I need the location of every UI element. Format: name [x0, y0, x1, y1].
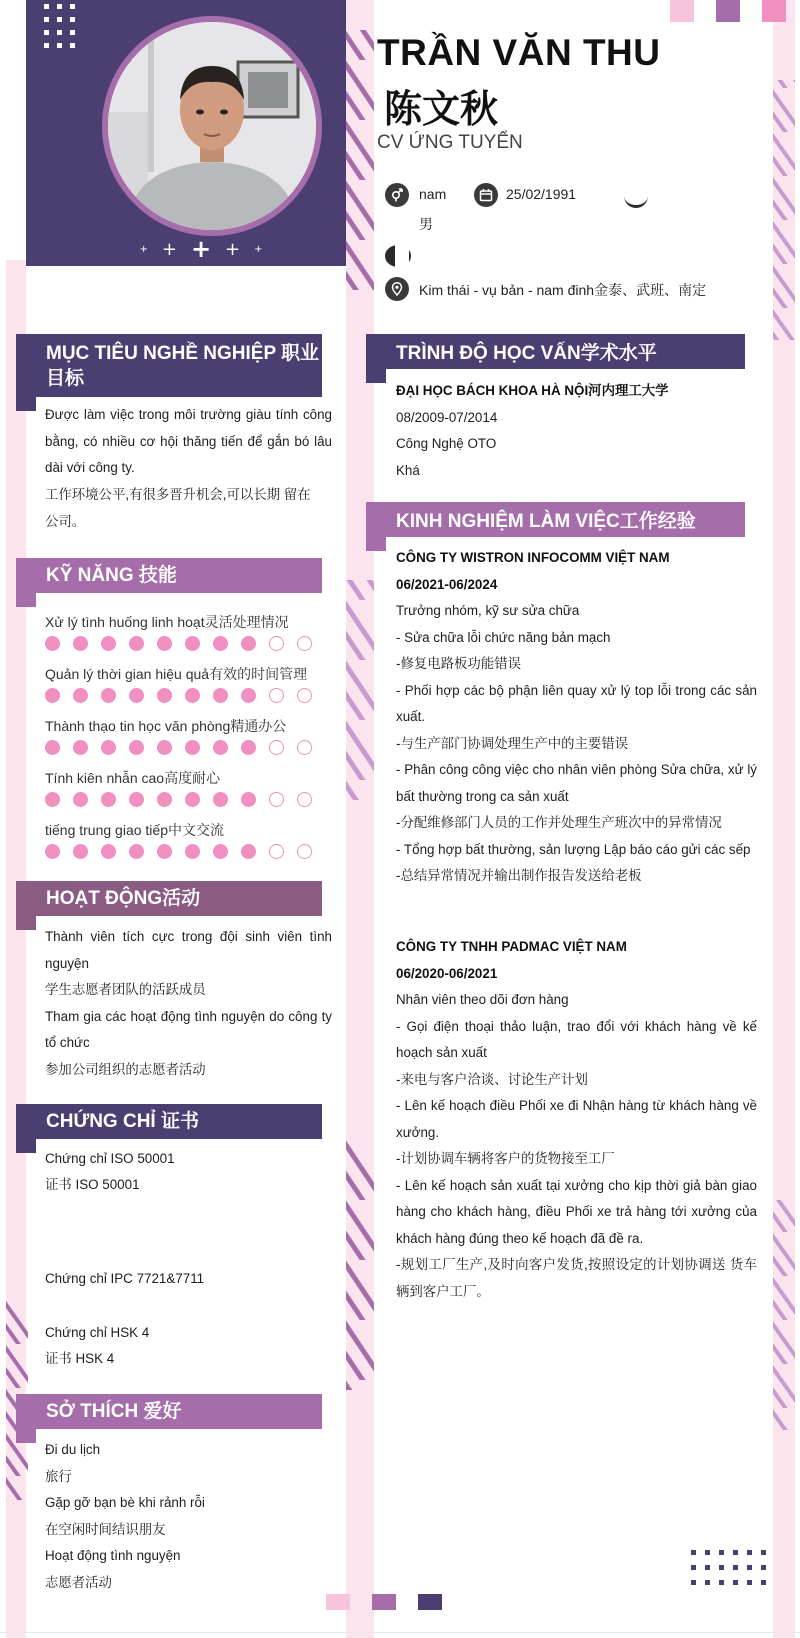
skill-dot-filled — [157, 792, 172, 807]
hobby-line: 旅行 — [45, 1468, 72, 1484]
objective-cn-line2: 公司。 — [45, 513, 86, 529]
skill-dot-empty — [297, 792, 312, 807]
skill-level-dots — [45, 844, 312, 859]
skill-dot-filled — [185, 740, 200, 755]
job-padmac — [396, 934, 757, 1305]
center-striped-divider — [346, 0, 374, 1638]
top-square-pink — [670, 0, 694, 22]
skill-dot-filled — [241, 740, 256, 755]
skill-dot-filled — [213, 740, 228, 755]
skill-dot-filled — [241, 792, 256, 807]
bottom-square-dark — [418, 1594, 442, 1610]
skill-level-dots — [45, 740, 312, 755]
skill-dot-empty — [269, 636, 284, 651]
job-period: 06/2021-06/2024 — [396, 576, 498, 592]
gender-value-cn: 男 — [419, 216, 433, 232]
job-duty: - Phối hợp các bộ phận liên quay xử lý top lỗi trong các sản xuất. — [396, 682, 757, 724]
skill-dot-filled — [213, 792, 228, 807]
avatar — [108, 22, 316, 230]
hobbies-heading — [16, 1394, 322, 1429]
job-period: 06/2020-06/2021 — [396, 965, 498, 981]
education-block — [396, 378, 757, 484]
avatar-ring — [102, 16, 322, 236]
skill-dot-filled — [129, 740, 144, 755]
job-company: CÔNG TY TNHH PADMAC VIỆT NAM — [396, 939, 627, 954]
decorative-plus-row: + + + + + — [139, 235, 263, 263]
job-duty: -来电与客户洽谈、讨论生产计划 — [396, 1071, 588, 1087]
skill-dot-filled — [45, 792, 60, 807]
job-role: Trưởng nhóm, kỹ sư sửa chữa — [396, 603, 580, 618]
job-duty: -分配维修部门人员的工作并处理生产班次中的异常情况 — [396, 815, 722, 830]
certificate-hsk-vi: Chứng chỉ HSK 4 — [45, 1325, 150, 1340]
objective-cn-line1: 工作环境公平,有很多晋升机会,可以长期 留在 — [45, 487, 311, 502]
skill-dot-filled — [73, 844, 88, 859]
skill-dot-filled — [129, 792, 144, 807]
certificate-iso-cn: 证书 ISO 50001 — [45, 1177, 140, 1192]
education-major: Công Nghệ OTO — [396, 436, 497, 451]
job-duty: -修复电路板功能错误 — [396, 656, 521, 671]
job-duty: - Tổng hợp bất thường, sản lượng Lập báo cáo gửi các sếp — [396, 841, 751, 857]
activity-line: Tham gia các hoạt động tình nguyện do công ty tổ chức — [45, 1008, 332, 1050]
skill-dot-filled — [185, 844, 200, 859]
skill-dot-filled — [241, 844, 256, 859]
skill-dot-filled — [45, 844, 60, 859]
skill-dot-filled — [157, 688, 172, 703]
job-duty: - Phân công công việc cho nhân viên phòng Sửa chữa, xử lý bất thường trong ca sản xuất — [396, 762, 757, 804]
skill-dot-filled — [45, 688, 60, 703]
certificate-ipc: Chứng chỉ IPC 7721&7711 — [45, 1271, 205, 1286]
skill-dot-filled — [45, 740, 60, 755]
skill-dot-empty — [269, 844, 284, 859]
decorative-dot-grid-bottom — [691, 1550, 766, 1585]
location-pin-icon — [385, 277, 409, 301]
activity-line: 参加公司组织的志愿者活动 — [45, 1061, 206, 1077]
hobby-line: 志愿者活动 — [45, 1574, 112, 1590]
activities-title: HOẠT ĐỘNG活动 — [46, 888, 201, 909]
objective-title-line1: MỤC TIÊU NGHỀ NGHIỆP 职业 — [46, 342, 320, 364]
skill-dot-filled — [185, 792, 200, 807]
bottom-square-purple — [372, 1594, 396, 1610]
experience-title: KINH NGHIỆM LÀM VIỆC工作经验 — [396, 511, 696, 532]
skills-title: KỸ NĂNG 技能 — [46, 565, 177, 586]
skill-dot-filled — [157, 844, 172, 859]
skill-dot-filled — [157, 636, 172, 651]
job-duty: - Sửa chữa lỗi chức năng bản mạch — [396, 629, 611, 645]
job-duty: - Lên kế hoạch sản xuất tại xưởng cho kịp thời giả bàn giao hàng cho khách hàng, điều Phối xe trả hàng tới xưởng của khách hàng đúng theo kế hoạch đã đề ra. — [396, 1177, 757, 1246]
education-heading — [366, 334, 745, 369]
job-company: CÔNG TY WISTRON INFOCOMM VIỆT NAM — [396, 550, 670, 565]
hobby-line: Đi du lịch — [45, 1442, 101, 1457]
skill-level-dots — [45, 792, 312, 807]
objective-heading — [16, 334, 322, 397]
job-wistron — [396, 545, 757, 890]
skill-dot-filled — [101, 688, 116, 703]
education-title: TRÌNH ĐỘ HỌC VẤN学术水平 — [396, 343, 657, 364]
skill-dot-filled — [101, 636, 116, 651]
skill-dot-filled — [73, 792, 88, 807]
job-duty: -总结异常情况并输出制作报告发送给老板 — [396, 868, 642, 883]
left-bottom-stripes — [6, 1300, 28, 1638]
redacted-icon-fragment — [624, 196, 648, 208]
skill-label: Quản lý thời gian hiệu quả有效的时间管理 — [45, 666, 308, 682]
skill-dot-filled — [101, 792, 116, 807]
skill-dot-filled — [73, 688, 88, 703]
skill-dot-filled — [185, 636, 200, 651]
hobby-line: Gặp gỡ bạn bè khi rảnh rỗi — [45, 1495, 205, 1510]
cv-subtitle: CV ỨNG TUYỂN — [377, 132, 523, 153]
job-role: Nhân viên theo dõi đơn hàng — [396, 992, 569, 1007]
decorative-dot-grid — [44, 4, 76, 58]
objective-text-cn — [45, 482, 332, 535]
skill-dot-filled — [157, 740, 172, 755]
skill-dot-filled — [101, 740, 116, 755]
skill-dot-filled — [241, 688, 256, 703]
certificates-title: CHỨNG CHỈ 证书 — [46, 1111, 199, 1132]
hobbies-text — [45, 1437, 332, 1596]
skill-label: Thành thạo tin học văn phòng精通办公 — [45, 718, 287, 734]
education-grade: Khá — [396, 462, 420, 478]
objective-text-vi: Được làm việc trong môi trường giàu tính công bằng, có nhiều cơ hội thăng tiến để gắn bó lâu dài với công ty. — [45, 407, 332, 475]
gender-value: nam — [419, 186, 447, 202]
job-duty: -与生产部门协调处理生产中的主要错误 — [396, 735, 629, 751]
top-square-rose — [762, 0, 786, 22]
hobby-line: Hoạt động tình nguyện — [45, 1548, 181, 1563]
skill-dot-filled — [129, 636, 144, 651]
activity-line: 学生志愿者团队的活跃成员 — [45, 982, 206, 997]
certificate-iso-vi: Chứng chỉ ISO 50001 — [45, 1151, 175, 1166]
job-duty: -计划协调车辆将客户的货物接至工厂 — [396, 1151, 615, 1166]
skill-dot-filled — [45, 636, 60, 651]
candidate-name: TRẦN VĂN THU — [377, 32, 661, 73]
job-duty: - Gọi điện thoại thảo luận, trao đổi với khách hàng về kế hoạch sản xuất — [396, 1018, 757, 1060]
skill-label: Tính kiên nhẫn cao高度耐心 — [45, 770, 221, 786]
skill-dot-filled — [185, 688, 200, 703]
skills-heading — [16, 558, 322, 593]
education-school: ĐẠI HỌC BÁCH KHOA HÀ NỘI河内理工大学 — [396, 383, 669, 398]
address-value: Kim thái - vụ bản - nam đinh金泰、武班、南定 — [419, 282, 707, 298]
gender-icon — [385, 183, 409, 207]
skill-level-dots — [45, 688, 312, 703]
skill-dot-filled — [73, 636, 88, 651]
skill-dot-filled — [129, 844, 144, 859]
bottom-square-pink — [326, 1594, 350, 1610]
activities-heading — [16, 881, 322, 916]
skill-dot-empty — [269, 688, 284, 703]
certificates-heading — [16, 1104, 322, 1139]
skill-dot-empty — [297, 844, 312, 859]
profile-header-block — [26, 0, 346, 266]
birthday-value: 25/02/1991 — [506, 186, 577, 202]
skill-dot-empty — [297, 636, 312, 651]
skill-dot-filled — [213, 844, 228, 859]
skill-label: tiếng trung giao tiếp中文交流 — [45, 822, 224, 838]
hobby-line: 在空闲时间结识朋友 — [45, 1521, 166, 1537]
job-duty: -规划工厂生产,及时向客户发货,按照设定的计划协调送 货车辆到客户工厂。 — [396, 1257, 757, 1299]
hobbies-title: SỞ THÍCH 爱好 — [46, 1401, 182, 1422]
skill-dot-filled — [213, 688, 228, 703]
certificate-hsk-cn: 证书 HSK 4 — [45, 1351, 115, 1366]
skill-dot-filled — [241, 636, 256, 651]
skill-level-dots — [45, 636, 312, 651]
candidate-name-cn: 陈文秋 — [384, 87, 499, 131]
skill-dot-empty — [269, 740, 284, 755]
experience-heading — [366, 502, 745, 537]
calendar-icon — [474, 183, 498, 207]
job-duty: - Lên kế hoạch điều Phối xe đi Nhận hàng từ khách hàng về xưởng. — [396, 1098, 757, 1140]
skill-label: Xử lý tình huống linh hoạt灵活处理情况 — [45, 614, 289, 630]
top-square-purple — [716, 0, 740, 22]
objective-title-line2: 目标 — [46, 367, 85, 389]
skill-dot-filled — [213, 636, 228, 651]
activities-text — [45, 924, 332, 1083]
activity-line: Thành viên tích cực trong đội sinh viên tình nguyện — [45, 929, 332, 971]
skill-dot-empty — [297, 688, 312, 703]
skill-dot-filled — [129, 688, 144, 703]
skill-dot-filled — [73, 740, 88, 755]
skill-dot-empty — [297, 740, 312, 755]
skill-dot-empty — [269, 792, 284, 807]
skill-dot-filled — [101, 844, 116, 859]
education-period: 08/2009-07/2014 — [396, 409, 498, 425]
right-striped-strip — [773, 0, 795, 1638]
